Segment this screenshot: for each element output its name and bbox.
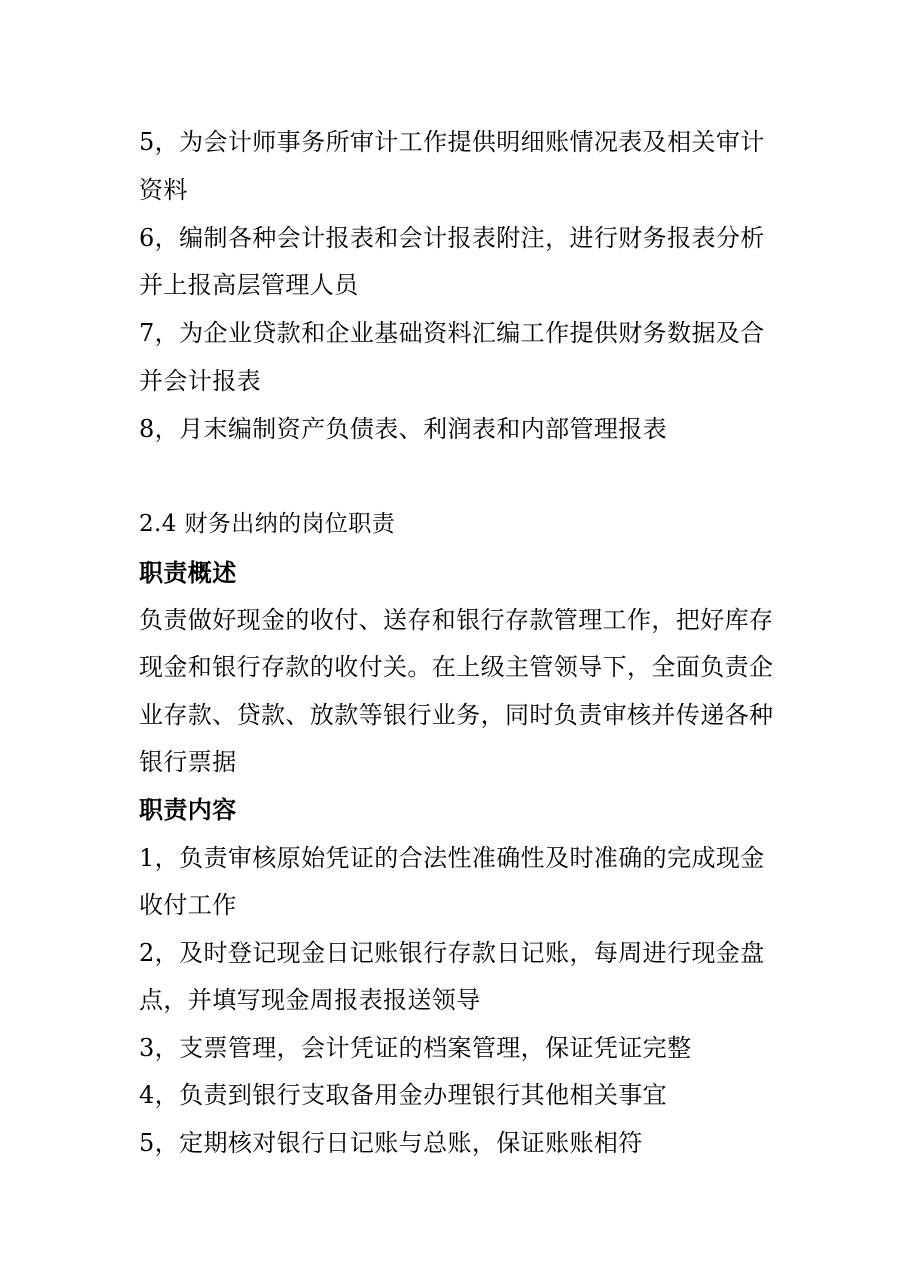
list-item-line: 并上报高层管理人员 — [139, 271, 359, 299]
list-item-line: 5，定期核对银行日记账与总账，保证账账相符 — [139, 1129, 643, 1157]
overview-line: 银行票据 — [139, 748, 237, 776]
list-item-line: 收付工作 — [139, 891, 237, 919]
list-item-line: 8，月末编制资产负债表、利润表和内部管理报表 — [139, 415, 668, 443]
list-item-line: 并会计报表 — [139, 367, 261, 395]
overview-line: 负责做好现金的收付、送存和银行存款管理工作，把好库存 — [139, 606, 774, 634]
overview-line: 业存款、贷款、放款等银行业务，同时负责审核并传递各种 — [139, 701, 774, 729]
list-item-line: 2，及时登记现金日记账银行存款日记账，每周进行现金盘 — [139, 939, 765, 967]
list-item-line: 7，为企业贷款和企业基础资料汇编工作提供财务数据及合 — [139, 319, 765, 347]
list-item-line: 5，为会计师事务所审计工作提供明细账情况表及相关审计 — [139, 128, 765, 156]
list-item-line: 点，并填写现金周报表报送领导 — [139, 986, 481, 1014]
list-item-line: 4，负责到银行支取备用金办理银行其他相关事宜 — [139, 1081, 668, 1109]
overview-heading: 职责概述 — [139, 559, 237, 587]
list-item-line: 1，负责审核原始凭证的合法性准确性及时准确的完成现金 — [139, 844, 765, 872]
overview-line: 现金和银行存款的收付关。在上级主管领导下，全面负责企 — [139, 653, 774, 681]
list-item-line: 3，支票管理，会计凭证的档案管理，保证凭证完整 — [139, 1034, 692, 1062]
content-heading: 职责内容 — [139, 796, 237, 824]
list-item-line: 资料 — [139, 176, 188, 204]
section-title: 2.4 财务出纳的岗位职责 — [139, 511, 396, 537]
list-item-line: 6，编制各种会计报表和会计报表附注，进行财务报表分析 — [139, 224, 765, 252]
